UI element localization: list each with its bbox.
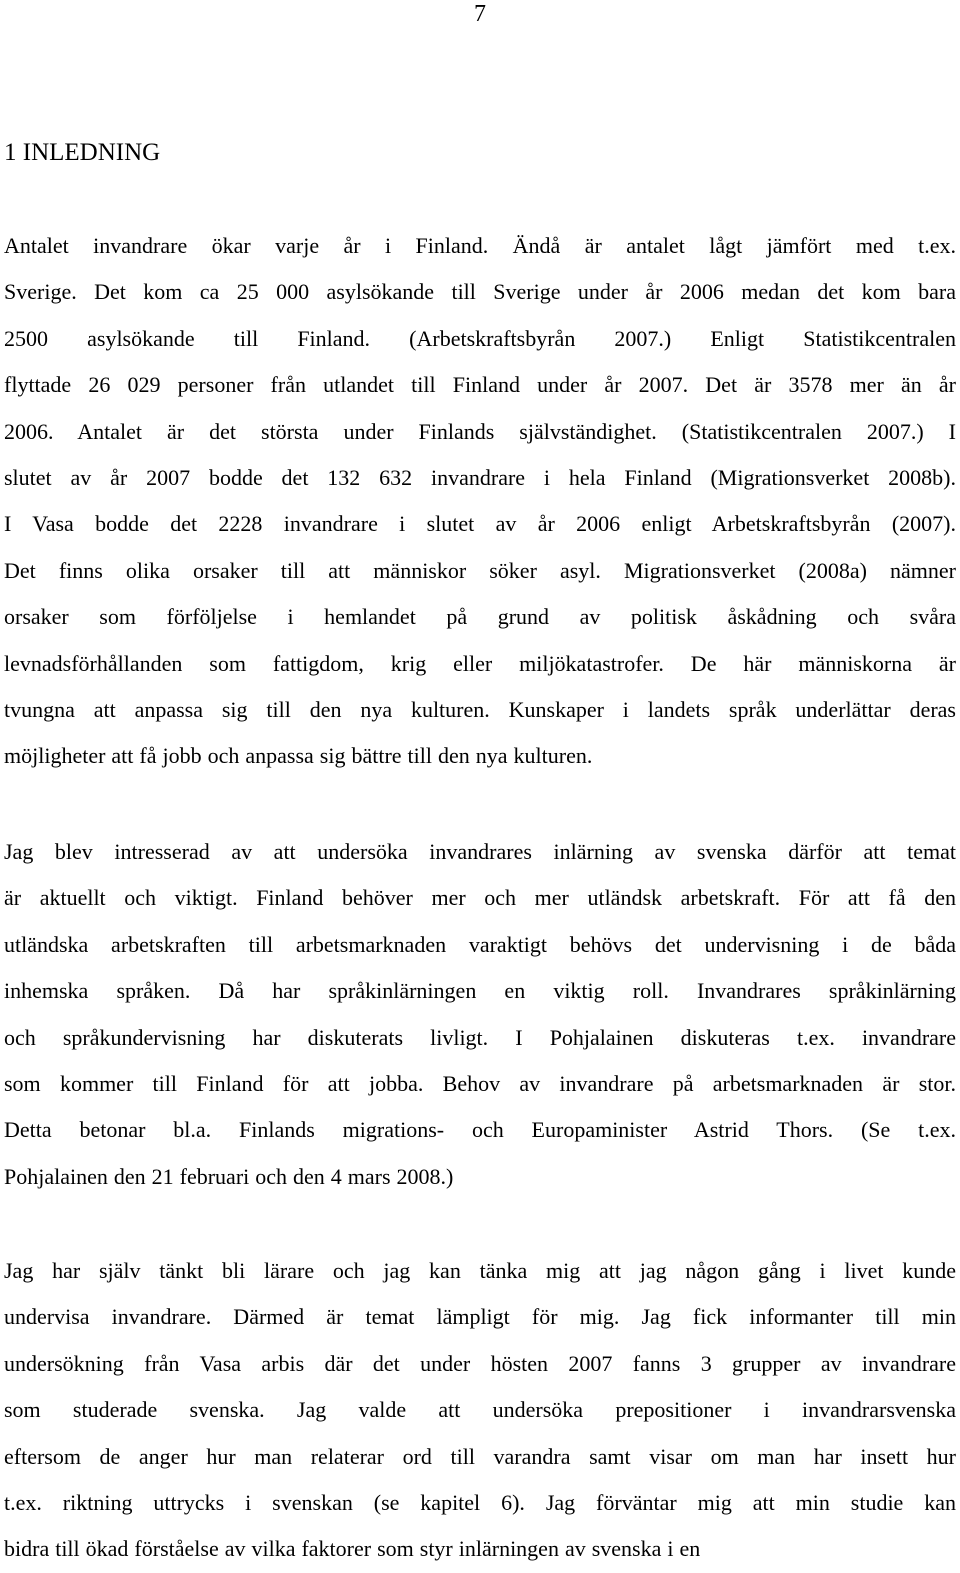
page-number: 7 bbox=[474, 1, 486, 27]
text-line: inhemska språken. Då har språkinlärningen en viktig roll. Invandrares språkinlärning bbox=[4, 978, 956, 1004]
text-line: Pohjalainen den 21 februari och den 4 mars 2008.) bbox=[4, 1163, 454, 1189]
text-line: slutet av år 2007 bodde det 132 632 invandrare i hela Finland (Migrationsverket 2008b). bbox=[4, 465, 956, 491]
text-line: I Vasa bodde det 2228 invandrare i slutet av år 2006 enligt Arbetskraftsbyrån (2007). bbox=[4, 511, 956, 537]
text-line: Jag har själv tänkt bli lärare och jag kan tänka mig att jag någon gång i livet kunde bbox=[4, 1258, 956, 1283]
text-line: Antalet invandrare ökar varje år i Finland. Ändå är antalet lågt jämfört med t.ex. bbox=[4, 233, 956, 258]
text-line: Sverige. Det kom ca 25 000 asylsökande till Sverige under år 2006 medan det kom bara bbox=[4, 279, 956, 305]
text-line: undersökning från Vasa arbis där det under hösten 2007 fanns 3 grupper av invandrare bbox=[4, 1350, 956, 1376]
text-line: Det finns olika orsaker till att människor söker asyl. Migrationsverket (2008a) nämner bbox=[4, 557, 956, 583]
text-line: 2006. Antalet är det största under Finlands självständighet. (Statistikcentralen 2007.) I bbox=[4, 418, 956, 444]
text-line: levnadsförhållanden som fattigdom, krig eller miljökatastrofer. De här människorna är bbox=[4, 650, 956, 676]
text-line: Jag blev intresserad av att undersöka invandrares inlärning av svenska därför att temat bbox=[4, 839, 956, 864]
text-line: t.ex. riktning uttrycks i svenskan (se kapitel 6). Jag förväntar mig att min studie kan bbox=[4, 1490, 956, 1516]
text-line: Detta betonar bl.a. Finlands migrations- och Europaminister Astrid Thors. (Se t.ex. bbox=[4, 1117, 956, 1143]
text-line: möjligheter att få jobb och anpassa sig bättre till den nya kulturen. bbox=[4, 743, 593, 769]
text-line: som studerade svenska. Jag valde att undersöka prepositioner i invandrarsvenska bbox=[4, 1397, 956, 1423]
text-line: bidra till ökad förståelse av vilka faktorer som styr inlärningen av svenska i en bbox=[4, 1536, 701, 1562]
text-line: flyttade 26 029 personer från utlandet till Finland under år 2007. Det är 3578 mer än år bbox=[4, 372, 956, 398]
text-line: som kommer till Finland för att jobba. Behov av invandrare på arbetsmarknaden är stor. bbox=[4, 1071, 956, 1097]
text-line: undervisa invandrare. Därmed är temat lämpligt för mig. Jag fick informanter till min bbox=[4, 1304, 956, 1330]
paragraph-2 bbox=[4, 829, 956, 1200]
text-line: 2500 asylsökande till Finland. (Arbetskraftsbyrån 2007.) Enligt Statistikcentralen bbox=[4, 325, 956, 351]
text-line: orsaker som förföljelse i hemlandet på grund av politisk åskådning och svåra bbox=[4, 604, 956, 630]
paragraph-1 bbox=[4, 223, 956, 780]
text-line: och språkundervisning har diskuterats livligt. I Pohjalainen diskuteras t.ex. invandrare bbox=[4, 1024, 956, 1050]
text-line: är aktuellt och viktigt. Finland behöver mer och mer utländsk arbetskraft. För att få den bbox=[4, 885, 956, 911]
paragraph-3 bbox=[4, 1248, 956, 1573]
text-line: tvungna att anpassa sig till den nya kulturen. Kunskaper i landets språk underlättar deras bbox=[4, 697, 956, 723]
text-line: eftersom de anger hur man relaterar ord till varandra samt visar om man har insett hur bbox=[4, 1443, 956, 1469]
section-heading: 1 INLEDNING bbox=[4, 139, 161, 166]
text-line: utländska arbetskraften till arbetsmarknaden varaktigt behövs det undervisning i de båda bbox=[4, 931, 956, 957]
